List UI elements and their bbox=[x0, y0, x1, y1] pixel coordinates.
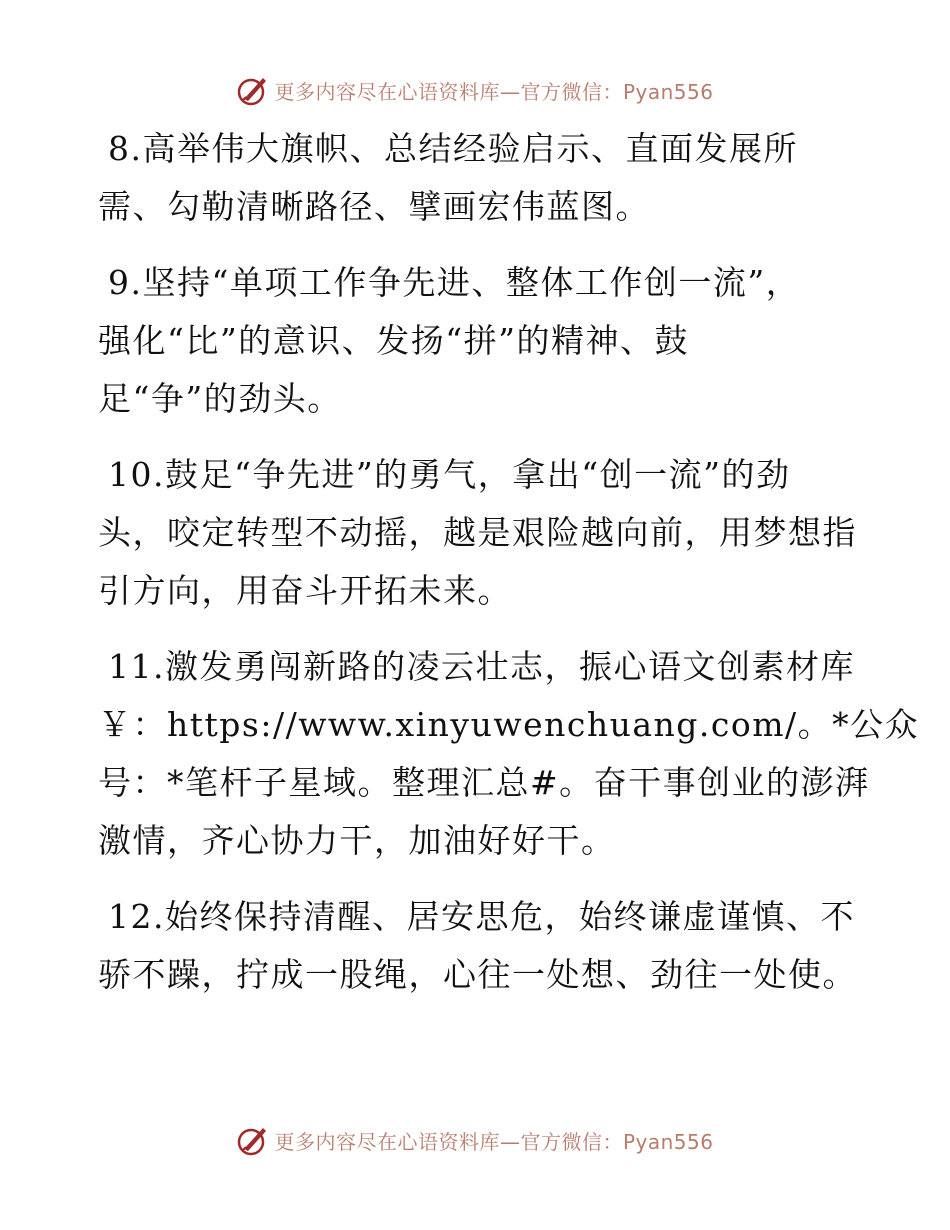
list-item-12 bbox=[98, 888, 868, 1004]
text-line: 足“争”的劲头。 bbox=[98, 379, 342, 418]
quill-logo-icon bbox=[236, 73, 270, 107]
text-line: 需、勾勒清晰路径、擘画宏伟蓝图。 bbox=[98, 187, 650, 226]
list-item-10 bbox=[98, 446, 868, 620]
text-line: 骄不躁，拧成一股绳，心往一处想、劲往一处使。 bbox=[98, 955, 857, 994]
list-item-8 bbox=[98, 120, 868, 236]
text-line: 11.激发勇闯新路的凌云壮志，振心语文创素材库 bbox=[108, 647, 855, 686]
banner-text: 更多内容尽在心语资料库—官方微信：Pyan556 bbox=[274, 1129, 714, 1154]
list-item-9 bbox=[98, 254, 868, 428]
header-banner bbox=[0, 70, 950, 110]
text-line: 激情，齐心协力干，加油好好干。 bbox=[98, 821, 616, 860]
list-item-11 bbox=[98, 638, 920, 870]
text-line: 号：*笔杆子星域。整理汇总#。奋干事创业的澎湃 bbox=[98, 763, 870, 802]
text-line: 10.鼓足“争先进”的勇气，拿出“创一流”的劲 bbox=[108, 455, 791, 494]
text-line: 头，咬定转型不动摇，越是艰险越向前，用梦想指 bbox=[98, 513, 857, 552]
quill-logo-icon bbox=[236, 1123, 270, 1157]
document-body bbox=[98, 120, 920, 1022]
text-line: 12.始终保持清醒、居安思危，始终谦虚谨慎、不 bbox=[108, 897, 855, 936]
text-line: 引方向，用奋斗开拓未来。 bbox=[98, 571, 512, 610]
banner-text: 更多内容尽在心语资料库—官方微信：Pyan556 bbox=[274, 79, 714, 104]
text-line: 强化“比”的意识、发扬“拼”的精神、鼓 bbox=[98, 321, 689, 360]
text-line: 9.坚持“单项工作争先进、整体工作创一流”， bbox=[108, 263, 801, 302]
footer-banner bbox=[0, 1120, 950, 1160]
text-line: ￥：https://www.xinyuwenchuang.com/。*公众 bbox=[98, 705, 920, 744]
text-line: 8.高举伟大旗帜、总结经验启示、直面发展所 bbox=[108, 129, 798, 168]
